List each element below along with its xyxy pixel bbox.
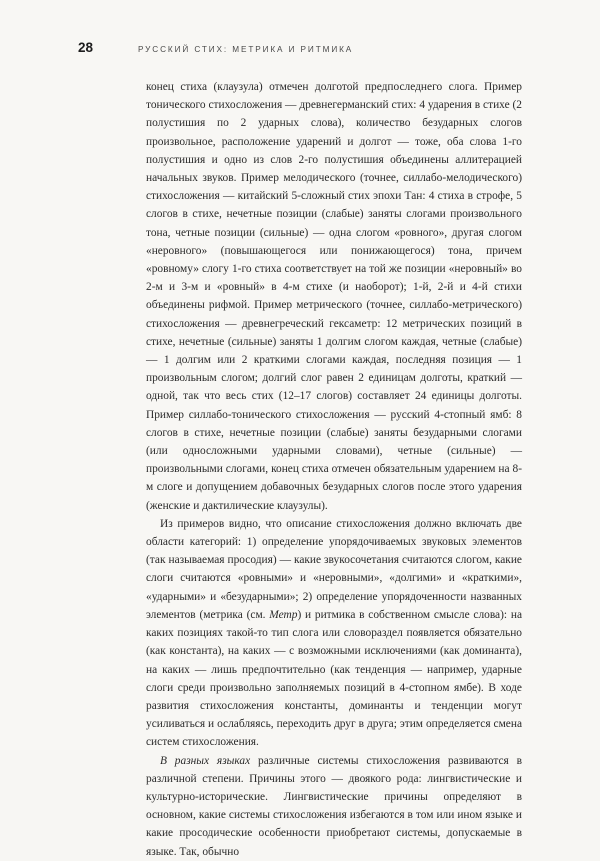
paragraph-2-text-end: ) и ритмика в собственном смысле слова): на каких позициях такой-то тип слога или словораздел появляется обязательно (как константа), на каких — с возможными исключениями (как доминанта), на каких — лишь предпочтительно (как тенденция — например, ударные слоги среди произвольно заполняемых позиций в 4-стопном ямбе). В ходе развития стихосложения константы, доминанты и тенденции могут усиливаться и ослабляясь, переходить друг в друга; этим определяется смена систем стихосложения. xyxy=(146,608,522,749)
paragraph-3-text: различные системы стихосложения развиваются в различной степени. Причины этого — двоякого рода: лингвистические и культурно-исторические. Лингвистические причины определяют в основном, какие системы стихосложения избегаются в том или ином языке и какие просодические особенности приобретают системы, допускаемые в языке. Так, обычно xyxy=(146,754,522,858)
paragraph-2-text-start: Из примеров видно, что описание стихосложения должно включать две области категорий: 1) определение упорядочиваемых звуковых элементов (так называемая просодия) — какие звукосочетания считаются слогом, какие слоги считаются «ровными» и «неровными», «долгими» и «краткими», «ударными» и «безударными»; 2) определение упорядоченности названных элементов (метрика (см. xyxy=(146,517,522,621)
page-number: 28 xyxy=(78,40,94,55)
paragraph-3-italic-lead: В разных языках xyxy=(160,754,251,767)
paragraph-3 xyxy=(146,752,522,861)
running-title: РУССКИЙ СТИХ: МЕТРИКА И РИТМИКА xyxy=(138,45,354,54)
running-head xyxy=(78,40,353,55)
paragraph-1: конец стиха (клаузула) отмечен долготой предпоследнего слога. Пример тонического стихосложения — древнегерманский стих: 4 ударения в стихе (2 полустишия по 2 ударных слова), количество безударных слогов произвольное, расположение ударений и долгот — тоже, оба слова 1-го полустишия и одно из слов 2-го полустишия объединены аллитерацией начальных звуков. Пример мелодического (точнее, силлабо-мелодического) стихосложения — китайский 5-сложный стих эпохи Тан: 4 стиха в строфе, 5 слогов в стихе, нечетные позиции (слабые) заняты слогами произвольного тона, четные позиции (сильные) — одна слогом «ровного», другая слогом «неровного» (повышающегося или понижающегося) тона, причем «ровному» слогу 1-го стиха соответствует на той же позиции «неровный» во 2-м и 3-м и «ровный» в 4-м стихе (и наоборот); 1-й, 2-й и 4-й стихи объединены рифмой. Пример метрического (точнее, силлабо-метрического) стихосложения — древнегреческий гексаметр: 12 метрических позиций в стихе, нечетные (сильные) заняты 1 долгим слогом каждая, четные (слабые) — 1 долгим или 2 краткими слогами каждая, последняя позиция — 1 произвольным слогом; долгий слог равен 2 единицам долготы, краткий — одной, так что весь стих (12–17 слогов) составляет 24 единицы долготы. Пример силлабо-тонического стихосложения — русский 4-стопный ямб: 8 слогов в стихе, нечетные позиции (слабые) заняты безударными слогами (или односложными ударными словами), четные (сильные) — произвольными слогами, конец стиха отмечен обязательным ударением на 8-м слоге и допущением добавочных безударных слогов после этого ударения (женские и дактилические клаузулы). xyxy=(146,81,522,512)
text-block xyxy=(146,78,522,861)
paragraph-2 xyxy=(146,515,522,752)
metr-reference: Метр xyxy=(269,608,298,621)
